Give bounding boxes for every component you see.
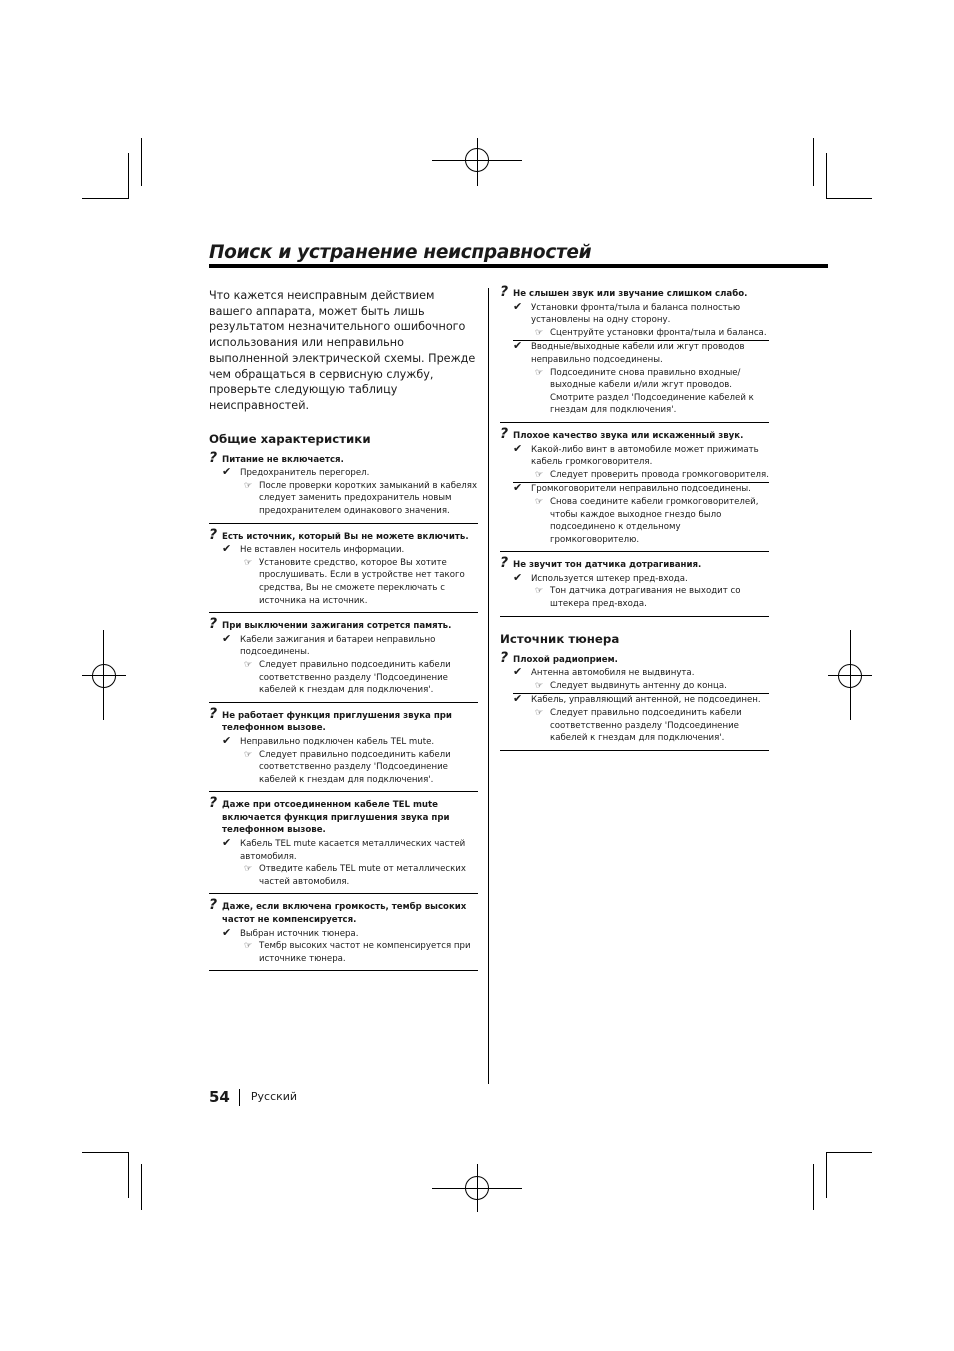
cause-item	[513, 482, 769, 496]
language-label: Русский	[250, 1090, 298, 1103]
cause-text: Неправильно подключен кабель TEL mute.	[240, 736, 435, 747]
problem-list-tuner	[500, 649, 769, 751]
solution-text: Снова соедините кабели громкоговорителей, чтобы каждое выходное гнездо было подсоединено к отдельному громкоговорителю.	[550, 496, 759, 545]
problem-title: Даже, если включена громкость, тембр высоких частот не компенсируется.	[222, 902, 467, 926]
problem-item	[209, 526, 478, 614]
problem-title: Даже при отсоединенном кабеле TEL mute включается функция приглушения звука при телефонном вызове.	[222, 800, 450, 836]
cause-text: Предохранитель перегорел.	[240, 468, 370, 479]
solution-item	[513, 707, 769, 745]
cause-text: Какой-либо винт в автомобиле может прижимать кабель громкоговорителя.	[531, 444, 759, 468]
cause-item	[222, 838, 478, 863]
question-mark-icon: ?	[209, 705, 218, 722]
question-mark-icon: ?	[500, 425, 509, 442]
cause-item	[222, 544, 478, 557]
left-column	[209, 288, 478, 978]
cause-text: Не вставлен носитель информации.	[240, 545, 405, 556]
solution-item	[513, 585, 769, 610]
problem-title: Плохой радиоприем.	[513, 654, 618, 665]
checkmark-icon: ✔	[222, 925, 232, 939]
solution-text: Следует выдвинуть антенну до конца.	[550, 680, 727, 691]
cause-text: Используется штекер пред-входа.	[531, 573, 688, 584]
checkmark-icon: ✔	[222, 631, 232, 645]
pointing-hand-icon: ☞	[244, 480, 253, 491]
checkmark-icon: ✔	[222, 836, 232, 850]
solution-text: Тембр высоких частот не компенсируется при источнике тюнера.	[259, 941, 471, 964]
solution-item	[513, 327, 769, 340]
solution-item	[222, 557, 478, 607]
problem-title: Не звучит тон датчика дотрагивания.	[513, 560, 702, 571]
cause-item	[513, 299, 769, 327]
cause-text: Вводные/выходные кабели или жгут проводов неправильно подсоединены.	[531, 342, 745, 365]
solution-text: Подсоедините снова правильно входные/выходные кабели и/или жгут проводов. Смотрите раздел 'Подсоединение кабелей к гнездам для подключения'.	[550, 367, 754, 416]
question-mark-icon: ?	[209, 616, 218, 633]
pointing-hand-icon: ☞	[535, 469, 544, 480]
solution-item	[513, 496, 769, 546]
page-number: 54	[209, 1088, 230, 1106]
problem-item	[209, 795, 478, 894]
problem-title: Не слышен звук или звучание слишком слабо.	[513, 289, 748, 299]
cause-item	[222, 631, 478, 659]
pointing-hand-icon: ☞	[244, 557, 253, 568]
cause-item	[513, 570, 769, 586]
cause-item	[513, 667, 769, 680]
page-footer	[209, 1087, 297, 1107]
cause-text: Кабели зажигания и батареи неправильно подсоединены.	[240, 634, 436, 658]
problem-item	[500, 425, 769, 552]
cause-text: Установки фронта/тыла и баланса полностью установлены на одну сторону.	[531, 302, 741, 326]
pointing-hand-icon: ☞	[244, 749, 253, 760]
problem-item	[209, 616, 478, 703]
cause-item	[222, 925, 478, 941]
question-mark-icon: ?	[209, 449, 218, 466]
question-mark-icon: ?	[209, 795, 218, 812]
problem-title: Плохое качество звука или искаженный звук.	[513, 430, 744, 441]
problem-list-general	[209, 449, 478, 972]
cause-text: Выбран источник тюнера.	[240, 928, 359, 939]
solution-item	[222, 940, 478, 965]
page-title: Поиск и устранение неисправностей	[209, 242, 592, 263]
solution-text: После проверки коротких замыканий в кабелях следует заменить предохранитель новым предохранителем одинакового значения.	[259, 480, 478, 516]
solution-text: Установите средство, которое Вы хотите прослушивать. Если в устройстве нет такого средства, Вы не сможете переключать с источника на источник.	[259, 557, 465, 606]
cause-text: Кабель, управляющий антенной, не подсоединен.	[531, 695, 761, 706]
solution-text: Сцентруйте установки фронта/тыла и баланса.	[550, 327, 767, 338]
problem-title: Питание не включается.	[222, 454, 344, 465]
intro-paragraph: Что кажется неисправным действием вашего аппарата, может быть лишь результатом незначительного ошибочного использования или неправильно выполненной электрической схемы. Прежде чем обращаться в сервисную службу, проверьте следующую таблицу неисправностей.	[209, 289, 476, 412]
question-mark-icon: ?	[209, 526, 218, 543]
solution-item	[222, 659, 478, 697]
checkmark-icon: ✔	[222, 465, 232, 479]
checkmark-icon: ✔	[513, 441, 523, 455]
checkmark-icon: ✔	[222, 733, 232, 747]
pointing-hand-icon: ☞	[244, 659, 253, 670]
problem-title: Не работает функция приглушения звука при телефонном вызове.	[222, 710, 452, 734]
question-mark-icon: ?	[209, 897, 218, 914]
question-mark-icon: ?	[500, 555, 509, 572]
section-heading-general: Общие характеристики	[209, 431, 371, 446]
solution-item	[222, 863, 478, 888]
pointing-hand-icon: ☞	[535, 708, 544, 719]
solution-item	[513, 367, 769, 417]
pointing-hand-icon: ☞	[535, 586, 544, 597]
solution-text: Отведите кабель TEL mute от металлических частей автомобиля.	[259, 864, 466, 887]
problem-item	[500, 555, 769, 616]
cause-item	[513, 693, 769, 707]
checkmark-icon: ✔	[513, 570, 523, 584]
checkmark-icon: ✔	[513, 339, 523, 353]
solution-text: Следует проверить провода громкоговорителя.	[550, 469, 769, 480]
pointing-hand-icon: ☞	[535, 327, 544, 338]
title-rule	[209, 264, 828, 268]
solution-item	[513, 680, 769, 693]
cause-text: Громкоговорители неправильно подсоединены.	[531, 484, 751, 495]
cause-item	[222, 467, 478, 480]
problem-item	[500, 649, 769, 751]
pointing-hand-icon: ☞	[535, 367, 544, 378]
pointing-hand-icon: ☞	[244, 941, 253, 952]
solution-text: Тон датчика дотрагивания не выходит со штекера пред-входа.	[550, 586, 741, 610]
footer-separator	[239, 1089, 240, 1106]
solution-item	[222, 480, 478, 518]
cause-item	[222, 733, 478, 749]
solution-text: Следует правильно подсоединить кабели соответственно разделу 'Подсоединение кабелей к гнездам для подключения'.	[550, 708, 742, 744]
cause-item	[513, 441, 769, 469]
problem-list-audio	[500, 284, 769, 617]
checkmark-icon: ✔	[513, 692, 523, 706]
cause-text: Кабель TEL mute касается металлических частей автомобиля.	[240, 839, 466, 862]
solution-item	[222, 749, 478, 787]
question-mark-icon: ?	[500, 284, 509, 300]
checkmark-icon: ✔	[513, 665, 523, 679]
checkmark-icon: ✔	[222, 542, 232, 556]
solution-text: Следует правильно подсоединить кабели соответственно разделу 'Подсоединение кабелей к гнездам для подключения'.	[259, 659, 451, 696]
problem-item	[209, 449, 478, 524]
pointing-hand-icon: ☞	[244, 864, 253, 875]
problem-title: Есть источник, который Вы не можете включить.	[222, 531, 469, 542]
pointing-hand-icon: ☞	[535, 496, 544, 507]
column-divider	[488, 288, 489, 1084]
cause-item	[513, 340, 769, 366]
pointing-hand-icon: ☞	[535, 680, 544, 691]
cause-text: Антенна автомобиля не выдвинута.	[531, 668, 695, 679]
question-mark-icon: ?	[500, 649, 509, 666]
section-heading-tuner: Источник тюнера	[500, 631, 620, 646]
right-column	[500, 284, 769, 758]
checkmark-icon: ✔	[513, 299, 523, 313]
problem-title: При выключении зажигания сотрется память.	[222, 621, 452, 632]
problem-item	[209, 705, 478, 793]
problem-item	[209, 897, 478, 971]
solution-item	[513, 469, 769, 482]
problem-item	[500, 284, 769, 423]
checkmark-icon: ✔	[513, 481, 523, 495]
solution-text: Следует правильно подсоединить кабели соответственно разделу 'Подсоединение кабелей к гнездам для подключения'.	[259, 749, 451, 785]
